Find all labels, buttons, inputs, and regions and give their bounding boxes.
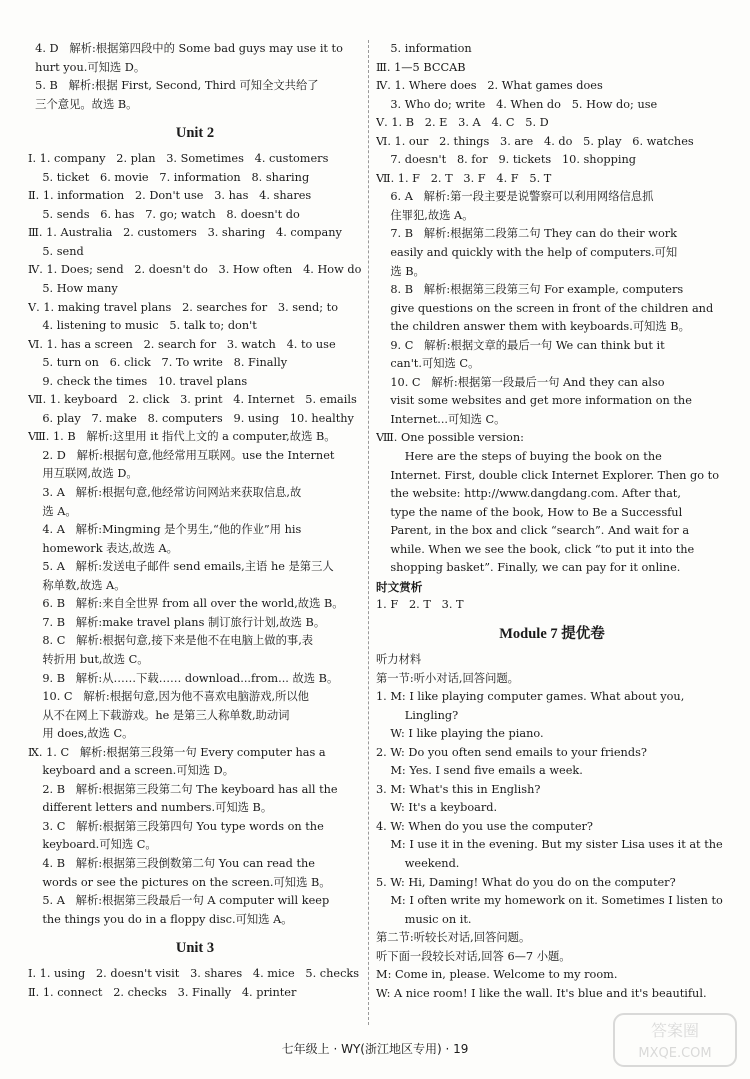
answer-line: can't.可知选 C。 <box>376 357 480 371</box>
answer-line: 转折用 but,故选 C。 <box>28 652 149 666</box>
answer-line: 5. sends 6. has 7. go; watch 8. doesn't do <box>28 207 300 221</box>
watermark-logo <box>610 1010 740 1070</box>
answer-line: M: Come in, please. Welcome to my room. <box>376 968 618 982</box>
answer-line: 5. B 解析:根据 First, Second, Third 可知全文共给了 <box>28 79 319 93</box>
answer-line: easily and quickly with the help of computers.可知 <box>376 246 678 260</box>
answer-line: Ⅴ. 1. B 2. E 3. A 4. C 5. D <box>376 116 549 130</box>
answer-line: 7. B 解析:make travel plans 制订旅行计划,故选 B。 <box>28 615 326 629</box>
svg-text:答案圈: 答案圈 <box>650 1021 700 1040</box>
answer-line: 9. check the times 10. travel plans <box>28 374 248 388</box>
answer-line: give questions on the screen in front of the children and <box>376 301 714 315</box>
answer-line: Ⅰ. 1. company 2. plan 3. Sometimes 4. customers <box>28 152 329 166</box>
answer-line: W: It's a keyboard. <box>376 801 498 815</box>
answer-line: 第二节:听较长对话,回答问题。 <box>376 931 531 945</box>
answer-line: Ⅳ. 1. Where does 2. What games does <box>376 79 603 93</box>
answer-line: the things you do in a floppy disc.可知选 A。 <box>28 912 293 926</box>
answer-line: keyboard and a screen.可知选 D。 <box>28 764 235 778</box>
answer-line: 4. W: When do you use the computer? <box>376 819 593 833</box>
answer-line: 5. How many <box>28 282 118 296</box>
answer-line: 6. play 7. make 8. computers 9. using 10. healthy <box>28 411 354 425</box>
answer-line: 5. A 解析:根据第三段最后一句 A computer will keep <box>28 894 330 908</box>
answer-line: 三个意见。故选 B。 <box>28 97 138 111</box>
answer-line: 选 B。 <box>376 264 425 278</box>
answer-line: 4. D 解析:根据第四段中的 Some bad guys may use it to <box>28 42 343 55</box>
answer-line: 6. B 解析:来自全世界 from all over the world,故选 B。 <box>28 597 344 611</box>
answer-line: Ⅲ. 1. Australia 2. customers 3. sharing 4. company <box>28 226 342 240</box>
answer-line: W: I like playing the piano. <box>376 727 544 741</box>
watermark-graphic <box>610 1010 740 1070</box>
answer-line: Internet...可知选 C。 <box>376 412 506 426</box>
answer-line: Ⅸ. 1. C 解析:根据第三段第一句 Every computer has a <box>28 745 326 759</box>
answer-line: 2. B 解析:根据第三段第二句 The keyboard has all the <box>28 782 338 796</box>
answer-line: 3. M: What's this in English? <box>376 782 541 796</box>
answer-line: homework 表达,故选 A。 <box>28 541 178 555</box>
answer-line: 8. C 解析:根据句意,接下来是他不在电脑上做的事,表 <box>28 634 314 648</box>
answer-line: 3. A 解析:根据句意,他经常访问网站来获取信息,故 <box>28 486 302 500</box>
answer-line: 5. W: Hi, Daming! What do you do on the computer? <box>376 875 676 889</box>
page-footer: 七年级上 · WY(浙江地区专用) · 19 <box>281 1042 469 1056</box>
answer-line: visit some websites and get more information on the <box>376 394 692 408</box>
answer-line: 4. B 解析:根据第三段倒数第二句 You can read the <box>28 856 315 870</box>
answer-line: Ⅵ. 1. our 2. things 3. are 4. do 5. play 6. watches <box>376 134 694 148</box>
answer-line: Ⅳ. 1. Does; send 2. doesn't do 3. How often 4. How do <box>28 263 362 277</box>
answer-line: 3. Who do; write 4. When do 5. How do; use <box>376 97 658 111</box>
left-column <box>28 40 362 1002</box>
answer-line: 第一节:听小对话,回答问题。 <box>376 671 519 685</box>
answer-line: type the name of the book, How to Be a Successful <box>376 505 683 519</box>
answer-line: M: I often write my homework on it. Sometimes I listen to <box>376 894 723 908</box>
answer-line: 9. B 解析:从……下载…… download...from... 故选 B。 <box>28 671 339 685</box>
answer-line: Parent, in the box and click “search”. And wait for a <box>376 524 690 538</box>
sub-heading: 时文赏析 <box>376 579 423 594</box>
section-heading: Unit 2 <box>175 125 215 142</box>
answer-line: Ⅰ. 1. using 2. doesn't visit 3. shares 4. mice 5. checks <box>28 967 360 981</box>
answer-line: 10. C 解析:根据句意,因为他不喜欢电脑游戏,所以他 <box>28 690 309 704</box>
answer-line: 4. A 解析:Mingming 是个男生,“他的作业”用 his <box>28 523 302 537</box>
answer-line: 用互联网,故选 D。 <box>28 467 138 481</box>
answer-line: Internet. First, double click Internet Explorer. Then go to <box>376 468 719 482</box>
right-column <box>376 40 728 1003</box>
answer-line: hurt you.可知选 D。 <box>28 60 146 74</box>
section-heading: Module 7 提优卷 <box>499 625 605 642</box>
answer-line: Ⅶ. 1. F 2. T 3. F 4. F 5. T <box>376 171 552 185</box>
answer-line: while. When we see the book, click “to put it into the <box>376 542 695 556</box>
answer-line: 10. C 解析:根据第一段最后一句 And they can also <box>376 375 665 389</box>
answer-line: 住罪犯,故选 A。 <box>376 208 474 222</box>
answer-line: Here are the steps of buying the book on the <box>376 450 662 464</box>
answer-line: keyboard.可知选 C。 <box>28 838 157 852</box>
answer-line: 5. A 解析:发送电子邮件 send emails,主语 he 是第三人 <box>28 560 334 574</box>
svg-text:MXQE.COM: MXQE.COM <box>638 1046 712 1061</box>
answer-line: 1. M: I like playing computer games. What about you, <box>376 690 685 704</box>
answer-line: M: Yes. I send five emails a week. <box>376 764 583 778</box>
answer-line: 5. information <box>376 42 472 55</box>
answer-line: 5. send <box>28 244 84 258</box>
answer-line: 9. C 解析:根据文章的最后一句 We can think but it <box>376 338 665 352</box>
answer-line: Ⅴ. 1. making travel plans 2. searches for 3. send; to <box>28 300 339 314</box>
answer-line: 4. listening to music 5. talk to; don't <box>28 319 257 333</box>
answer-line: the children answer them with keyboards.可知选 B。 <box>376 320 690 334</box>
answer-line: Ⅷ. 1. B 解析:这里用 it 指代上文的 a computer,故选 B。 <box>28 430 336 444</box>
answer-line: 用 does,故选 C。 <box>28 727 134 741</box>
answer-line: Ⅷ. One possible version: <box>376 431 524 445</box>
answer-line: 7. B 解析:根据第二段第二句 They can do their work <box>376 227 678 241</box>
answer-line: weekend. <box>376 856 460 870</box>
answer-line: 从不在网上下载游戏。he 是第三人称单数,助动词 <box>28 708 290 722</box>
answer-line: 5. ticket 6. movie 7. information 8. sharing <box>28 170 310 184</box>
answer-line: 1. F 2. T 3. T <box>376 598 464 612</box>
answer-line: Lingling? <box>376 708 459 722</box>
section-heading: Unit 3 <box>175 940 215 957</box>
answer-line: 8. B 解析:根据第三段第三句 For example, computers <box>376 283 684 297</box>
answer-line: 3. C 解析:根据第三段第四句 You type words on the <box>28 819 324 833</box>
answer-line: Ⅱ. 1. connect 2. checks 3. Finally 4. printer <box>28 985 297 999</box>
answer-line: Ⅱ. 1. information 2. Don't use 3. has 4. shares <box>28 189 312 203</box>
answer-line: M: I use it in the evening. But my sister Lisa uses it at the <box>376 838 723 852</box>
answer-line: Ⅲ. 1—5 BCCAB <box>376 60 466 74</box>
column-divider <box>368 40 369 1025</box>
answer-line: W: A nice room! I like the wall. It's blue and it's beautiful. <box>376 986 707 1000</box>
answer-line: 5. turn on 6. click 7. To write 8. Finally <box>28 356 288 370</box>
answer-line: 7. doesn't 8. for 9. tickets 10. shopping <box>376 153 636 167</box>
answer-line: the website: http://www.dangdang.com. After that, <box>376 487 681 501</box>
answer-line: different letters and numbers.可知选 B。 <box>28 801 273 815</box>
answer-line: 6. A 解析:第一段主要是说警察可以利用网络信息抓 <box>376 190 654 204</box>
answer-line: 选 A。 <box>28 504 77 518</box>
answer-line: 称单数,故选 A。 <box>28 578 126 592</box>
answer-line: music on it. <box>376 912 472 926</box>
answer-line: 听力材料 <box>376 652 422 666</box>
answer-line: words or see the pictures on the screen.可知选 B。 <box>28 875 331 889</box>
answer-line: shopping basket”. Finally, we can pay for it online. <box>376 561 681 575</box>
answer-line: 2. W: Do you often send emails to your friends? <box>376 745 647 759</box>
answer-line: Ⅵ. 1. has a screen 2. search for 3. watch 4. to use <box>28 337 336 351</box>
answer-line: Ⅶ. 1. keyboard 2. click 3. print 4. Internet 5. emails <box>28 393 357 407</box>
answer-line: 听下面一段较长对话,回答 6—7 小题。 <box>376 949 571 963</box>
answer-line: 2. D 解析:根据句意,他经常用互联网。use the Internet <box>28 448 335 462</box>
